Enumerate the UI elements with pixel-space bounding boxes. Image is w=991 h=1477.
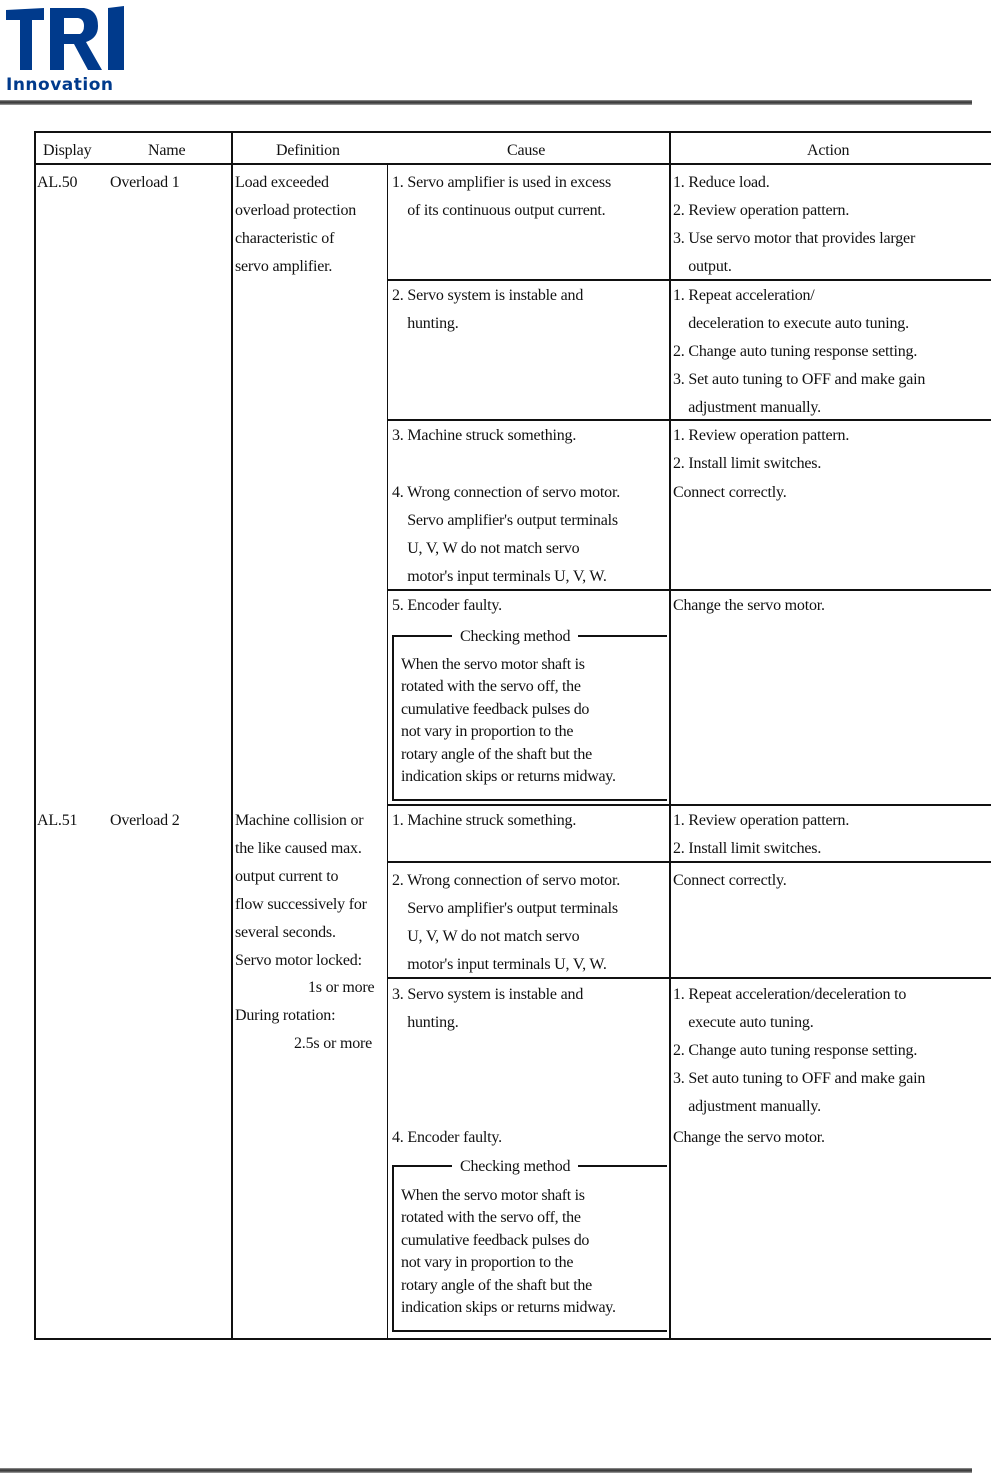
header-action: Action	[807, 142, 850, 159]
action-item: 1. Repeat acceleration/ deceleration to execute auto tuning. 2. Change auto tuning response setting. 3. Set auto tuning to OFF and make gain adjustment manually.	[673, 287, 926, 416]
svg-text:Innovation: Innovation	[6, 75, 114, 94]
column-divider	[669, 131, 671, 1338]
column-divider	[231, 131, 233, 1338]
action-item: 1. Repeat acceleration/deceleration to execute auto tuning. 2. Change auto tuning response setting. 3. Set auto tuning to OFF and make gain adjustment manually.	[673, 986, 926, 1115]
header-name: Name	[148, 142, 186, 159]
action-item: Connect correctly.	[673, 484, 787, 501]
rotation-label: During rotation:	[235, 1007, 336, 1024]
cause-item: 5. Encoder faulty.	[392, 597, 502, 614]
locked-time: 1s or more	[308, 979, 375, 996]
rotation-time: 2.5s or more	[294, 1035, 373, 1052]
cause-item: 3. Machine struck something.	[392, 427, 577, 444]
cause-item: 4. Wrong connection of servo motor. Servo amplifier's output terminals U, V, W do not match servo motor's input terminals U, V, W.	[392, 484, 621, 585]
alarm-definition: Load exceeded overload protection characteristic of servo amplifier.	[235, 174, 357, 275]
checking-method-text: When the servo motor shaft is rotated with the servo off, the cumulative feedback pulses do not vary in proportion to the rotary angle of the shaft but the indication skips or returns midway.	[401, 1187, 616, 1317]
action-item: Change the servo motor.	[673, 597, 825, 614]
checking-method-text: When the servo motor shaft is rotated with the servo off, the cumulative feedback pulses do not vary in proportion to the rotary angle of the shaft but the indication skips or returns midway.	[401, 656, 616, 786]
column-divider	[387, 164, 388, 1338]
action-item: 1. Review operation pattern. 2. Install limit switches.	[673, 812, 850, 857]
cause-item: 2. Wrong connection of servo motor. Servo amplifier's output terminals U, V, W do not match servo motor's input terminals U, V, W.	[392, 872, 621, 973]
checking-method-title: Checking method	[452, 1153, 578, 1181]
alarm-name: Overload 2	[110, 812, 180, 829]
checking-method-title: Checking method	[452, 623, 578, 651]
cause-item: 1. Servo amplifier is used in excess of its continuous output current.	[392, 174, 611, 219]
alarm-name: Overload 1	[110, 174, 180, 191]
header-definition: Definition	[276, 142, 340, 159]
alarm-display: AL.50	[37, 174, 78, 191]
alarm-definition: Machine collision or the like caused max. output current to flow successively for several seconds. Servo motor locked:	[235, 812, 367, 969]
cause-item: 3. Servo system is instable and hunting.	[392, 986, 584, 1031]
cause-item: 4. Encoder faulty.	[392, 1129, 502, 1146]
tri-innovation-logo	[4, 4, 126, 94]
action-item: 1. Review operation pattern. 2. Install limit switches.	[673, 427, 850, 472]
alarm-display: AL.51	[37, 812, 78, 829]
action-item: Connect correctly.	[673, 872, 787, 889]
footer-rule	[0, 1468, 972, 1473]
row-divider	[388, 804, 991, 806]
header-display: Display	[43, 142, 92, 159]
cause-item: 2. Servo system is instable and hunting.	[392, 287, 584, 332]
cause-item: 1. Machine struck something.	[392, 812, 577, 829]
header-rule	[0, 100, 972, 105]
action-item: Change the servo motor.	[673, 1129, 825, 1146]
action-item: 1. Reduce load. 2. Review operation pattern. 3. Use servo motor that provides larger output.	[673, 174, 916, 275]
header-cause: Cause	[507, 142, 546, 159]
